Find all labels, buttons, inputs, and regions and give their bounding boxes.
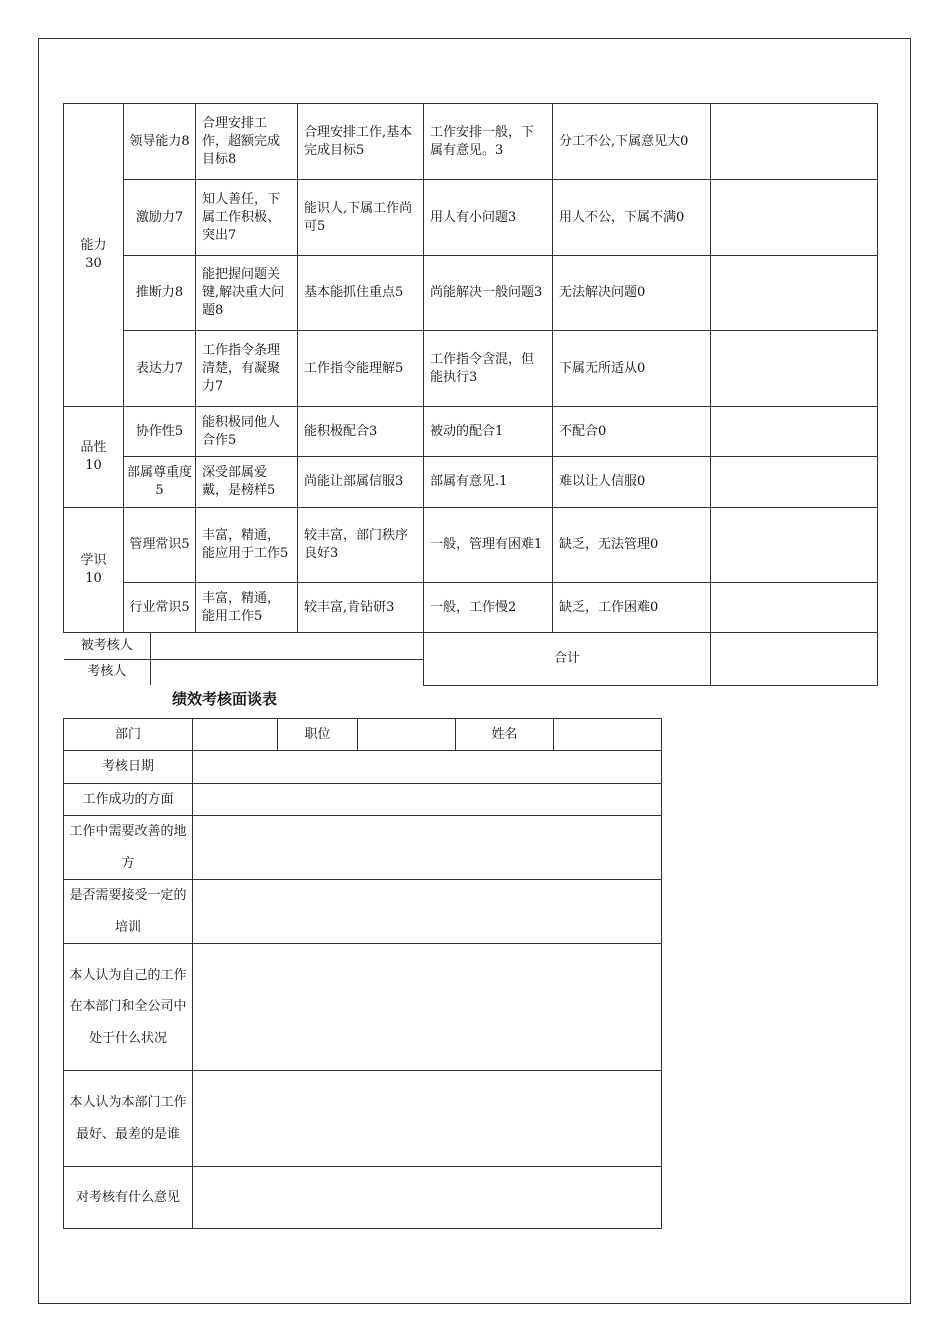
table-row xyxy=(64,880,662,944)
total-label: 合计 xyxy=(424,633,711,686)
score-input-cell[interactable] xyxy=(711,104,878,180)
level-d: 分工不公,下属意见大0 xyxy=(553,104,711,180)
level-b: 能识人,下属工作尚可5 xyxy=(298,180,424,256)
interview-form-title: 绩效考核面谈表 xyxy=(172,690,278,708)
scoring-table xyxy=(63,103,878,686)
score-input-cell[interactable] xyxy=(711,407,878,457)
score-input-cell[interactable] xyxy=(711,256,878,331)
item-name: 激励力7 xyxy=(124,180,196,256)
score-input-cell[interactable] xyxy=(711,331,878,407)
form-row-label: 本人认为自己的工作在本部门和全公司中处于什么状况 xyxy=(64,944,193,1071)
position-label: 职位 xyxy=(278,719,358,751)
table-row xyxy=(64,944,662,1071)
level-c: 用人有小问题3 xyxy=(424,180,553,256)
item-name: 表达力7 xyxy=(124,331,196,407)
dept-label: 部门 xyxy=(64,719,193,751)
item-name: 领导能力8 xyxy=(124,104,196,180)
category-cell xyxy=(64,104,124,407)
appraisee-input[interactable] xyxy=(151,633,424,659)
level-b: 能积极配合3 xyxy=(298,407,424,457)
interview-form-table xyxy=(63,718,662,1229)
level-a: 深受部属爱戴，是榜样5 xyxy=(196,457,298,508)
level-d: 用人不公，下属不满0 xyxy=(553,180,711,256)
category-cell xyxy=(64,407,124,508)
form-row-input[interactable] xyxy=(193,1071,662,1167)
signature-grid xyxy=(64,633,424,685)
level-c: 尚能解决一般问题3 xyxy=(424,256,553,331)
form-row-input[interactable] xyxy=(193,751,662,784)
level-d: 难以让人信服0 xyxy=(553,457,711,508)
item-name: 协作性5 xyxy=(124,407,196,457)
total-input[interactable] xyxy=(711,633,878,686)
level-a: 丰富，精通，能用工作5 xyxy=(196,583,298,633)
table-row xyxy=(64,407,878,457)
item-name: 推断力8 xyxy=(124,256,196,331)
table-row xyxy=(64,180,878,256)
score-input-cell[interactable] xyxy=(711,508,878,583)
level-a: 能把握问题关键,解决重大问题8 xyxy=(196,256,298,331)
table-row xyxy=(64,816,662,880)
level-d: 不配合0 xyxy=(553,407,711,457)
item-name: 行业常识5 xyxy=(124,583,196,633)
category-score: 30 xyxy=(85,256,102,271)
form-row-label: 考核日期 xyxy=(64,751,193,784)
form-row-label: 对考核有什么意见 xyxy=(64,1167,193,1229)
level-b: 合理安排工作,基本完成目标5 xyxy=(298,104,424,180)
form-row-input[interactable] xyxy=(193,1167,662,1229)
form-row-input[interactable] xyxy=(193,944,662,1071)
signature-block xyxy=(64,633,424,686)
table-row xyxy=(64,256,878,331)
form-row-label: 工作中需要改善的地方 xyxy=(64,816,193,880)
level-d: 无法解决问题0 xyxy=(553,256,711,331)
category-name: 品性 xyxy=(80,440,107,455)
name-input[interactable] xyxy=(554,719,662,751)
score-input-cell[interactable] xyxy=(711,457,878,508)
table-row xyxy=(64,508,878,583)
form-row-input[interactable] xyxy=(193,783,662,816)
level-c: 被动的配合1 xyxy=(424,407,553,457)
level-a: 知人善任，下属工作积极、突出7 xyxy=(196,180,298,256)
dept-input[interactable] xyxy=(193,719,278,751)
table-row xyxy=(64,719,662,751)
level-d: 缺乏，无法管理0 xyxy=(553,508,711,583)
level-c: 一般，管理有困难1 xyxy=(424,508,553,583)
table-row xyxy=(64,1167,662,1229)
table-row xyxy=(64,751,662,784)
level-d: 缺乏，工作困难0 xyxy=(553,583,711,633)
table-row xyxy=(64,457,878,508)
category-score: 10 xyxy=(85,571,102,586)
category-name: 学识 xyxy=(80,553,107,568)
level-c: 工作安排一般，下属有意见。3 xyxy=(424,104,553,180)
level-a: 丰富，精通，能应用于工作5 xyxy=(196,508,298,583)
appraisee-label: 被考核人 xyxy=(64,633,151,659)
form-row-input[interactable] xyxy=(193,880,662,944)
level-d: 下属无所适从0 xyxy=(553,331,711,407)
appraiser-input[interactable] xyxy=(151,659,424,685)
form-row-label: 工作成功的方面 xyxy=(64,783,193,816)
category-score: 10 xyxy=(85,458,102,473)
score-input-cell[interactable] xyxy=(711,583,878,633)
table-row xyxy=(64,104,878,180)
form-row-input[interactable] xyxy=(193,816,662,880)
level-c: 一般，工作慢2 xyxy=(424,583,553,633)
level-b: 较丰富，部门秩序良好3 xyxy=(298,508,424,583)
level-c: 工作指令含混，但能执行3 xyxy=(424,331,553,407)
table-row xyxy=(64,783,662,816)
level-b: 尚能让部属信服3 xyxy=(298,457,424,508)
table-row xyxy=(64,1071,662,1167)
score-input-cell[interactable] xyxy=(711,180,878,256)
level-a: 合理安排工作，超额完成目标8 xyxy=(196,104,298,180)
level-a: 工作指令条理清楚，有凝聚力7 xyxy=(196,331,298,407)
level-b: 工作指令能理解5 xyxy=(298,331,424,407)
table-row xyxy=(64,633,878,686)
table-row xyxy=(64,583,878,633)
name-label: 姓名 xyxy=(456,719,554,751)
form-row-label: 本人认为本部门工作最好、最差的是谁 xyxy=(64,1071,193,1167)
table-row xyxy=(64,331,878,407)
item-name: 部属尊重度5 xyxy=(124,457,196,508)
item-name: 管理常识5 xyxy=(124,508,196,583)
form-row-label: 是否需要接受一定的培训 xyxy=(64,880,193,944)
category-cell xyxy=(64,508,124,633)
level-a: 能积极同他人合作5 xyxy=(196,407,298,457)
category-name: 能力 xyxy=(80,238,107,253)
level-b: 基本能抓住重点5 xyxy=(298,256,424,331)
level-c: 部属有意见.1 xyxy=(424,457,553,508)
position-input[interactable] xyxy=(358,719,456,751)
level-b: 较丰富,肯钻研3 xyxy=(298,583,424,633)
appraiser-label: 考核人 xyxy=(64,659,151,685)
